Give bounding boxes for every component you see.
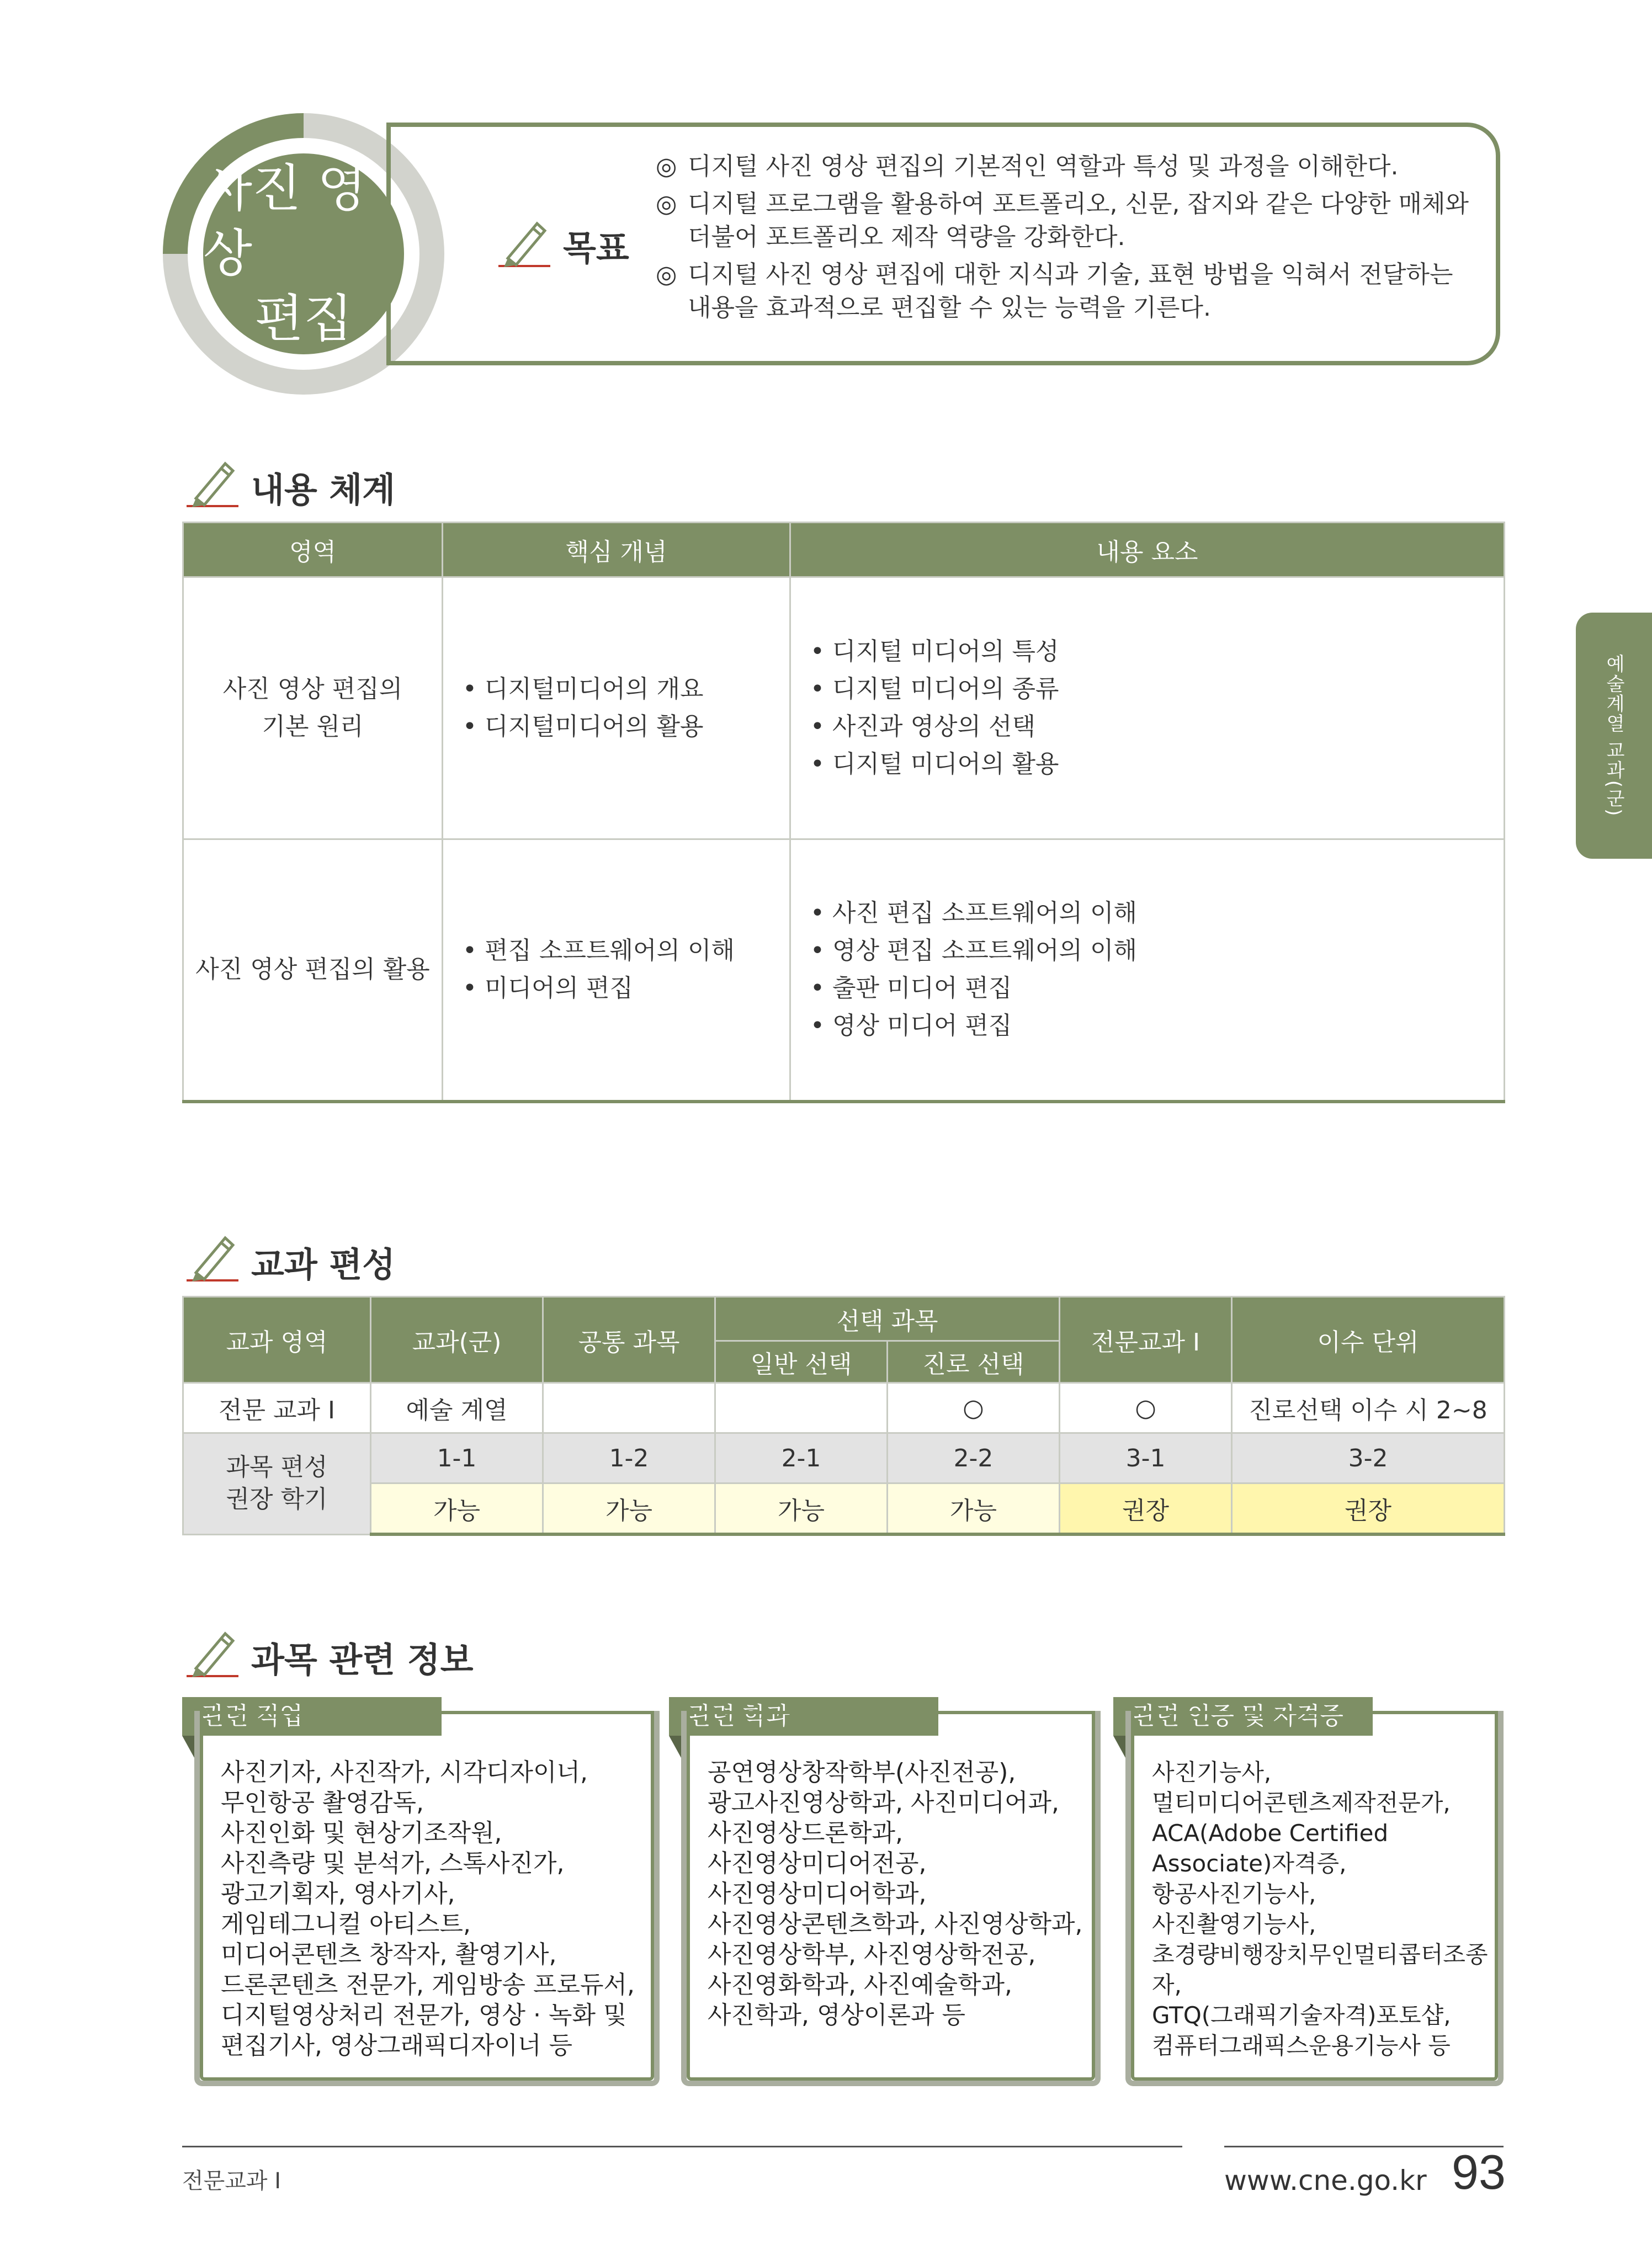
subject-title-badge <box>203 153 404 354</box>
list-item: • 사진 편집 소프트웨어의 이해 <box>810 899 1137 928</box>
semester-label-text: 권장 학기 <box>226 1485 328 1514</box>
cell-career: ○ <box>888 1383 1060 1433</box>
certs-tab: 관련 인증 및 자격증 <box>1113 1697 1373 1736</box>
majors-box <box>681 1711 1101 2086</box>
semester-label <box>183 1433 371 1535</box>
area-text: 기본 원리 <box>262 712 364 741</box>
goal-item <box>656 188 1478 254</box>
semester-cell: 3-1 <box>1060 1433 1232 1483</box>
concept-cell <box>443 839 790 1102</box>
side-category-tab <box>1576 613 1652 859</box>
list-item: • 디지털 미디어의 특성 <box>810 637 1059 666</box>
section-title-curriculum: 교과 편성 <box>251 1245 396 1285</box>
header-group: 교과(군) <box>371 1297 543 1383</box>
availability-cell: 권장 <box>1232 1483 1505 1535</box>
jobs-box <box>194 1711 660 2086</box>
availability-cell: 권장 <box>1060 1483 1232 1535</box>
availability-cell: 가능 <box>371 1483 543 1535</box>
goal-text: 디지털 사진 영상 편집의 기본적인 역할과 특성 및 과정을 이해한다. <box>688 152 1399 180</box>
table-row <box>183 577 1505 839</box>
list-item: • 출판 미디어 편집 <box>810 974 1012 1003</box>
goal-bullet: ◎ <box>656 260 677 289</box>
header-units: 이수 단위 <box>1232 1297 1505 1383</box>
section-title-related: 과목 관련 정보 <box>251 1640 474 1680</box>
jobs-list: 사진기자, 사진작가, 시각디자이너, 무인항공 촬영감독, 사진인화 및 현상기조작원, 사진측량 및 분석가, 스톡사진가, 광고기획자, 영사기사, 게임테그니컬 아티스트, 미디어콘텐츠 창작자, 촬영기사, 드론콘텐츠 전문가, 게임방송 프로듀서, 디지털영상처리 전문가, 영상 · 녹화 및 편집기사, 영상그래픽디자이너 등 <box>200 1711 654 2081</box>
footer-section-label: 전문교과 I <box>182 2168 281 2194</box>
semester-label-text: 과목 편성 <box>226 1453 328 1482</box>
goal-text: 디지털 사진 영상 편집에 대한 지식과 기술, 표현 방법을 익혀서 전달하는 내용을 효과적으로 편집할 수 있는 능력을 기른다. <box>688 260 1453 322</box>
page-number: 93 <box>1452 2145 1506 2199</box>
goal-item <box>656 150 1478 183</box>
list-item: • 영상 미디어 편집 <box>810 1012 1012 1040</box>
cell-group: 예술 계열 <box>371 1383 543 1433</box>
area-cell <box>183 839 443 1102</box>
elements-cell <box>790 577 1505 839</box>
majors-list: 공연영상창작학부(사진전공), 광고사진영상학과, 사진미디어과, 사진영상드론학과, 사진영상미디어전공, 사진영상미디어학과, 사진영상콘텐츠학과, 사진영상학과, 사진영상학부, 사진영상학전공, 사진영화학과, 사진예술학과, 사진학과, 영상이론과 등 <box>687 1711 1095 2081</box>
table-header-row <box>183 523 1505 577</box>
list-item: • 영상 편집 소프트웨어의 이해 <box>810 937 1137 965</box>
list-item: • 편집 소프트웨어의 이해 <box>463 937 735 965</box>
certs-box <box>1125 1711 1504 2086</box>
concept-cell <box>443 577 790 839</box>
curriculum-table <box>182 1296 1505 1536</box>
jobs-tab: 관련 직업 <box>182 1697 442 1736</box>
certs-list: 사진기능사, 멀티미디어콘텐츠제작전문가, ACA(Adobe Certified Associate)자격증, 항공사진기능사, 사진촬영기능사, 초경량비행장치무인멀티콥터조종자, GTQ(그래픽기술자격)포토샵, 컴퓨터그래픽스운용기능사 등 <box>1131 1711 1498 2081</box>
goal-bullet: ◎ <box>656 190 677 218</box>
content-system-table <box>182 522 1505 1103</box>
pencil-icon <box>494 210 555 270</box>
header-concept: 핵심 개념 <box>443 523 790 577</box>
availability-cell: 가능 <box>715 1483 888 1535</box>
cell-general <box>715 1383 888 1433</box>
list-item: • 디지털미디어의 개요 <box>463 675 704 703</box>
header-area: 영역 <box>183 523 443 577</box>
tab-fold <box>1113 1736 1125 1758</box>
goal-list <box>656 150 1478 329</box>
pencil-icon <box>182 1224 243 1285</box>
header-general: 일반 선택 <box>715 1341 888 1383</box>
table-row <box>183 1383 1505 1433</box>
availability-cell: 가능 <box>543 1483 715 1535</box>
area-text: 사진 영상 편집의 활용 <box>195 955 430 984</box>
header-common: 공통 과목 <box>543 1297 715 1383</box>
availability-cell: 가능 <box>888 1483 1060 1535</box>
section-title-content-system: 내용 체계 <box>251 470 396 510</box>
table-header-row <box>183 1297 1505 1341</box>
semester-cell: 3-2 <box>1232 1433 1505 1483</box>
list-item: • 미디어의 편집 <box>463 974 633 1003</box>
header-elements: 내용 요소 <box>790 523 1505 577</box>
goal-bullet: ◎ <box>656 152 677 180</box>
cell-major: ○ <box>1060 1383 1232 1433</box>
availability-row <box>183 1483 1505 1535</box>
goal-text: 디지털 프로그램을 활용하여 포트폴리오, 신문, 잡지와 같은 다양한 매체와 더불어 포트폴리오 제작 역량을 강화한다. <box>688 190 1469 251</box>
area-cell <box>183 577 443 839</box>
cell-units: 진로선택 이수 시 2~8 <box>1232 1383 1505 1433</box>
list-item: • 디지털 미디어의 활용 <box>810 750 1059 778</box>
semester-row <box>183 1433 1505 1483</box>
header-elective: 선택 과목 <box>715 1297 1060 1341</box>
subject-title-line1: 사진 영상 <box>203 159 366 283</box>
goal-label: 목표 <box>563 228 629 268</box>
list-item: • 사진과 영상의 선택 <box>810 712 1035 741</box>
area-text: 사진 영상 편집의 <box>222 675 403 703</box>
semester-cell: 2-1 <box>715 1433 888 1483</box>
side-category-label: 예술계열 교과(군) <box>1602 654 1625 817</box>
header-career: 진로 선택 <box>888 1341 1060 1383</box>
cell-area: 전문 교과 I <box>183 1383 371 1433</box>
semester-cell: 2-2 <box>888 1433 1060 1483</box>
list-item: • 디지털 미디어의 종류 <box>810 675 1059 703</box>
pencil-icon <box>182 450 243 511</box>
header-major: 전문교과 I <box>1060 1297 1232 1383</box>
subject-title-line2: 편집 <box>254 289 353 348</box>
footer-divider <box>182 2146 1182 2147</box>
tab-fold <box>669 1736 681 1758</box>
footer-url-link[interactable]: www.cne.go.kr <box>1224 2165 1427 2197</box>
tab-fold <box>182 1736 194 1758</box>
table-row <box>183 839 1505 1102</box>
pencil-icon <box>182 1620 243 1681</box>
majors-tab: 관련 학과 <box>669 1697 938 1736</box>
elements-cell <box>790 839 1505 1102</box>
list-item: • 디지털미디어의 활용 <box>463 712 704 741</box>
header-area: 교과 영역 <box>183 1297 371 1383</box>
semester-cell: 1-2 <box>543 1433 715 1483</box>
cell-common <box>543 1383 715 1433</box>
semester-cell: 1-1 <box>371 1433 543 1483</box>
goal-item <box>656 258 1478 325</box>
